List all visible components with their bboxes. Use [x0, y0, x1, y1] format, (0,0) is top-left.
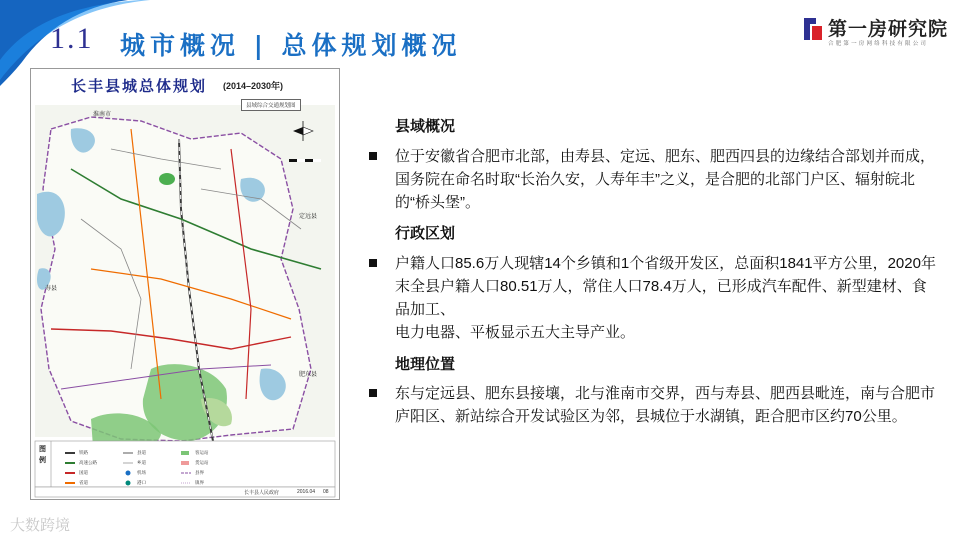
- paragraph-administrative: 户籍人口85.6万人现辖14个乡镇和1个省级开发区，总面积1841平方公里，2020年末全县户籍人口80.51万人，常住人口78.4万人，已形成汽车配件、新型建材、食品加工、: [395, 255, 936, 318]
- paragraph-county-overview: 位于安徽省合肥市北部，由寿县、定远、肥东、肥西四县的边缘结合部划并而成，国务院在命名时取“长治久安，人寿年丰”之义，是合肥的北部门户区、辐射皖北的“桥头堡”。: [395, 148, 936, 211]
- section-number: 1.1: [50, 22, 94, 55]
- watermark: 大数跨境: [10, 517, 71, 534]
- legend-item: 高速公路: [79, 460, 97, 465]
- legend-item: 机场: [137, 470, 146, 475]
- section-heading-administrative: 行政区划: [395, 225, 456, 242]
- paragraph-location: 东与定远县、肥东县接壤，北与淮南市交界，西与寿县、肥西县毗连，南与合肥市庐阳区、新站综合开发试验区为邻，县城位于水湖镇，距合肥市区约70公里。: [395, 385, 936, 425]
- map-years: (2014–2030年): [223, 81, 284, 91]
- legend-item: 港口: [137, 480, 146, 485]
- map-label-shouxian: 寿县: [45, 286, 58, 292]
- map-label-dingyuan: 定远县: [299, 214, 318, 220]
- paragraph-administrative-cont: 电力电器、平板显示五大主导产业。: [395, 324, 636, 341]
- legend-item: 县界: [195, 470, 204, 475]
- map-footer-date: 2016.04: [297, 489, 316, 495]
- map-drawing: [31, 69, 339, 499]
- legend-item: 省道: [79, 480, 88, 485]
- bullet-icon: [369, 259, 377, 267]
- legend-item: 铁路: [79, 450, 88, 455]
- company-logo: [802, 14, 952, 46]
- map-subtitle: 县域综合交通规划图: [241, 99, 301, 111]
- logo-name: 第一房研究院: [828, 18, 949, 40]
- logo-subtitle: 合肥第一房网络科技有限公司: [828, 41, 929, 47]
- bullet-icon: [369, 389, 377, 397]
- legend-item: 国道: [79, 470, 88, 475]
- section-heading-location: 地理位置: [395, 356, 456, 373]
- legend-item: 乡道: [137, 460, 146, 465]
- bullet-icon: [369, 152, 377, 160]
- section-heading-county-overview: 县域概况: [395, 118, 456, 135]
- legend-item: 县道: [137, 450, 146, 455]
- legend-item: 镇界: [195, 480, 204, 485]
- planning-map: [30, 68, 340, 500]
- legend-label: 图例: [39, 446, 46, 464]
- section-title: 城市概况 | 总体规划概况: [120, 31, 462, 60]
- logo-mark-icon: [802, 16, 824, 42]
- map-footer-gov: 长丰县人民政府: [244, 490, 280, 496]
- map-title: 长丰县城总体规划: [71, 77, 208, 95]
- map-label-feidong: 肥东县: [299, 372, 318, 378]
- map-label-huainan: 淮南市: [93, 112, 112, 118]
- legend-item: 货运站: [195, 460, 209, 465]
- map-footer-page: 08: [323, 489, 329, 495]
- legend-item: 客运站: [195, 450, 209, 455]
